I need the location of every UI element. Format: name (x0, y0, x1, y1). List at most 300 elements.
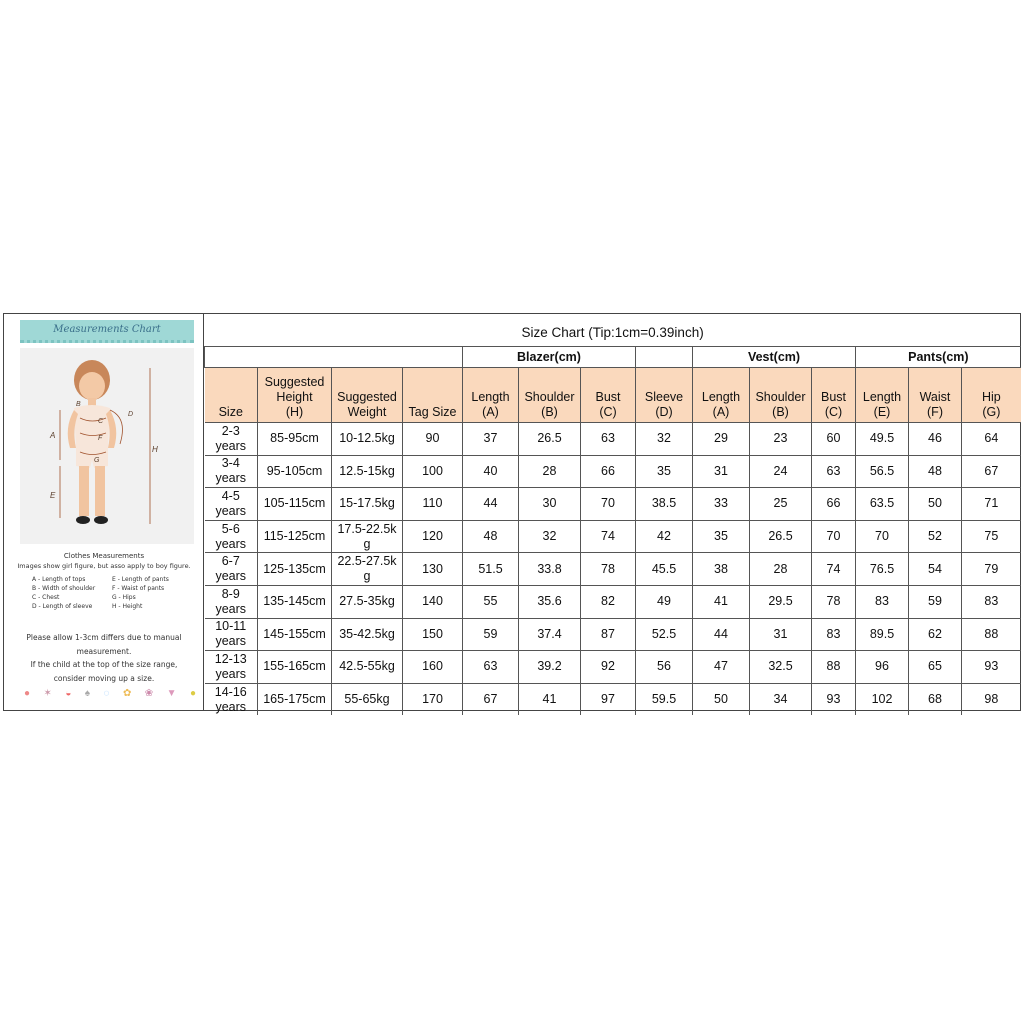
table-row (205, 520, 1021, 553)
cell-text: 120 (422, 529, 443, 544)
cell-text: 79 (984, 561, 999, 576)
cell-text: 46 (928, 431, 942, 446)
column-header (519, 368, 581, 423)
legend-item: C - Chest (32, 594, 60, 601)
cell-text: 51.5 (478, 561, 503, 576)
table-cell (519, 651, 581, 684)
cell-text: 65 (928, 659, 942, 674)
cell-text: 23 (773, 431, 788, 446)
table-cell (750, 423, 812, 456)
table-cell (693, 488, 750, 521)
cell-text: 35-42.5kg (339, 626, 395, 641)
cell-text: 70 (875, 529, 889, 544)
cell-text: 83 (875, 594, 889, 609)
decorative-icons-row (24, 688, 196, 699)
table-cell (258, 488, 332, 521)
table-cell (332, 520, 403, 553)
label-a: A (50, 431, 56, 440)
table-cell (403, 553, 463, 586)
cell-text: 54 (928, 561, 942, 576)
star-icon: ✶ (43, 688, 52, 699)
table-cell (962, 455, 1021, 488)
cell-text: 83 (984, 594, 999, 609)
cell-text: 87 (601, 626, 615, 641)
table-cell (909, 618, 962, 651)
table-cell (856, 488, 909, 521)
table-cell (909, 423, 962, 456)
flower-icon: ❀ (144, 688, 154, 699)
header-text: Size (218, 405, 243, 419)
table-cell (636, 553, 693, 586)
cell-text: 62 (928, 626, 942, 641)
table-cell (909, 455, 962, 488)
cell-text: 8-9 (221, 586, 240, 601)
cell-text: 28 (542, 463, 557, 478)
cell-text: 71 (984, 496, 999, 511)
table-row (205, 455, 1021, 488)
cell-text: 34 (773, 692, 788, 707)
cell-text: 35 (714, 529, 728, 544)
header-text: Bust (820, 390, 846, 404)
header-text: (B) (772, 405, 789, 419)
cell-text: 2-3 (221, 423, 240, 438)
cell-text: years (215, 601, 247, 616)
table-cell (258, 455, 332, 488)
size-cell (205, 618, 258, 651)
cell-text: 47 (714, 659, 728, 674)
table-cell (856, 455, 909, 488)
cell-text: 31 (714, 463, 728, 478)
table-row (205, 423, 1021, 456)
table-cell (332, 553, 403, 586)
table-cell (258, 585, 332, 618)
header-text: Shoulder (524, 390, 575, 404)
cell-text: 33 (714, 496, 728, 511)
cell-text: 32 (542, 529, 557, 544)
cell-text: 74 (826, 561, 841, 576)
header-text: (H) (285, 405, 304, 419)
table-cell (258, 683, 332, 715)
column-header (750, 368, 812, 423)
table-cell (812, 553, 856, 586)
table-row (205, 585, 1021, 618)
column-header (693, 368, 750, 423)
table-cell (693, 455, 750, 488)
table-cell (750, 488, 812, 521)
cell-text: 82 (601, 594, 615, 609)
table-cell (856, 683, 909, 715)
cell-text: 12-13 (214, 651, 247, 666)
table-cell (332, 488, 403, 521)
table-cell (856, 553, 909, 586)
label-b: B (76, 401, 81, 408)
cell-text: 26.5 (537, 431, 562, 446)
table-cell (909, 553, 962, 586)
cell-text: 30 (542, 496, 557, 511)
cell-text: 60 (826, 431, 841, 446)
table-cell (463, 618, 519, 651)
table-cell (519, 683, 581, 715)
cell-text: 89.5 (869, 626, 895, 641)
cell-text: 125-135cm (263, 561, 326, 576)
table-cell (812, 423, 856, 456)
column-header (962, 368, 1021, 423)
table-cell (636, 683, 693, 715)
cell-text: 100 (422, 463, 443, 478)
cell-text: 68 (928, 692, 942, 707)
cell-text: 32 (657, 431, 671, 446)
label-g: G (94, 457, 100, 464)
cell-text: years (215, 569, 247, 584)
cell-text: 29.5 (768, 594, 793, 609)
table-cell (856, 520, 909, 553)
cell-text: 52 (928, 529, 942, 544)
cell-text: 75 (984, 529, 999, 544)
table-cell (403, 585, 463, 618)
allowance-line: Please allow 1-3cm differs due to manual (26, 633, 182, 642)
pear-icon: ● (189, 688, 196, 699)
column-header (856, 368, 909, 423)
balloon-icon: ◌ (103, 688, 110, 699)
table-cell (909, 488, 962, 521)
table-cell (332, 618, 403, 651)
cell-text: 10-11 (215, 619, 247, 634)
table-cell (258, 553, 332, 586)
cell-text: 59 (928, 594, 942, 609)
measurements-panel (4, 314, 204, 710)
table-cell (962, 520, 1021, 553)
table-cell (750, 618, 812, 651)
table-cell (812, 455, 856, 488)
cell-text: 130 (422, 561, 443, 576)
table-cell (258, 651, 332, 684)
cell-text: 102 (871, 692, 893, 707)
cell-text: 22.5-27.5k (337, 554, 397, 569)
legend-item: F - Waist of pants (112, 585, 165, 592)
table-cell (332, 423, 403, 456)
size-cell (205, 651, 258, 684)
table-cell (812, 618, 856, 651)
size-chart-frame (3, 313, 1021, 714)
cell-text: 56 (657, 659, 671, 674)
table-cell (463, 520, 519, 553)
allowance-note (8, 631, 200, 685)
cell-text: years (215, 666, 247, 681)
cell-text: 78 (601, 561, 615, 576)
cell-text: 27.5-35kg (339, 594, 395, 609)
clothes-measurements-subtitle: Images show girl figure, but asso apply to boy figure. (17, 562, 191, 570)
cell-text: 10-12.5kg (339, 431, 395, 446)
column-header (581, 368, 636, 423)
table-cell (636, 455, 693, 488)
cell-text: 155-165cm (263, 659, 326, 674)
table-cell (403, 683, 463, 715)
cell-text: 42.5-55kg (339, 659, 395, 674)
table-cell (403, 520, 463, 553)
cell-text: 140 (422, 594, 443, 609)
column-header-row (205, 368, 1021, 423)
table-cell (463, 651, 519, 684)
cell-text: 31 (773, 626, 788, 641)
cell-text: 24 (773, 463, 788, 478)
table-cell (750, 455, 812, 488)
size-cell (205, 455, 258, 488)
table-cell (962, 683, 1021, 715)
group-blazer: Blazer(cm) (463, 347, 636, 368)
table-cell (693, 651, 750, 684)
table-cell (519, 488, 581, 521)
mushroom-icon: ♠ (84, 688, 91, 699)
header-text: Height (276, 390, 313, 404)
cell-text: years (215, 536, 247, 551)
cell-text: 88 (984, 626, 999, 641)
legend-item: B - Width of shoulder (32, 585, 96, 592)
cell-text: 70 (601, 496, 615, 511)
table-cell (581, 553, 636, 586)
table-cell (636, 651, 693, 684)
table-cell (519, 455, 581, 488)
cell-text: 50 (928, 496, 942, 511)
cell-text: 78 (826, 594, 841, 609)
table-cell (856, 618, 909, 651)
table-cell (693, 520, 750, 553)
table-cell (403, 455, 463, 488)
cell-text: 67 (483, 692, 498, 707)
table-cell (636, 585, 693, 618)
measurement-legend (32, 576, 182, 610)
column-header (463, 368, 519, 423)
table-cell (909, 520, 962, 553)
label-c: C (98, 418, 104, 425)
cell-text: 70 (826, 529, 841, 544)
table-cell (332, 455, 403, 488)
allowance-line: measurement. (76, 646, 132, 656)
table-cell (856, 585, 909, 618)
cell-text: 150 (422, 626, 443, 641)
table-cell (403, 618, 463, 651)
table-cell (750, 585, 812, 618)
table-cell (403, 488, 463, 521)
table-cell (909, 651, 962, 684)
cell-text: 35 (657, 463, 671, 478)
table-cell (750, 520, 812, 553)
table-cell (909, 683, 962, 715)
cell-text: years (215, 471, 247, 486)
table-cell (258, 423, 332, 456)
size-cell (205, 423, 258, 456)
cell-text: 3-4 (221, 456, 240, 471)
group-vest: Vest(cm) (693, 347, 856, 368)
cell-text: years (215, 438, 247, 453)
cell-text: 59.5 (651, 692, 677, 707)
table-row (205, 553, 1021, 586)
table-cell (812, 651, 856, 684)
cell-text: 56.5 (869, 463, 895, 478)
cell-text: 35.6 (537, 594, 562, 609)
cell-text: 93 (984, 659, 999, 674)
table-cell (519, 553, 581, 586)
cell-text: 42 (657, 529, 671, 544)
table-cell (693, 618, 750, 651)
cell-text: 135-145cm (263, 594, 326, 609)
table-cell (519, 520, 581, 553)
watermelon-icon: ◒ (65, 688, 72, 699)
cell-text: 63.5 (869, 496, 895, 511)
cell-text: 37 (483, 431, 498, 446)
cell-text: 37.4 (537, 626, 562, 641)
cell-text: 63 (601, 431, 615, 446)
cell-text: 165-175cm (263, 692, 326, 707)
table-cell (812, 585, 856, 618)
size-cell (205, 488, 258, 521)
table-cell (750, 683, 812, 715)
table-cell (519, 618, 581, 651)
cell-text: 98 (984, 692, 999, 707)
label-f: F (98, 435, 103, 442)
clothes-measurements-title: Clothes Measurements (63, 552, 145, 560)
header-text: (D) (655, 405, 673, 419)
table-cell (463, 585, 519, 618)
header-text: Waist (919, 390, 951, 404)
cell-text: 12.5-15kg (339, 463, 395, 478)
child-figure-icon (20, 348, 194, 544)
header-text: (E) (873, 405, 891, 419)
header-text: Shoulder (755, 390, 806, 404)
header-text: (B) (541, 405, 558, 419)
table-cell (636, 520, 693, 553)
cell-text: 66 (601, 463, 615, 478)
header-text: (G) (982, 405, 1001, 419)
cell-text: 38.5 (651, 496, 677, 511)
size-chart-table (204, 314, 1021, 715)
table-cell (463, 683, 519, 715)
cell-text: 40 (483, 463, 498, 478)
table-cell (258, 618, 332, 651)
allowance-line: If the child at the top of the size range, (30, 660, 178, 669)
column-header (909, 368, 962, 423)
bee-icon: ✿ (122, 688, 132, 699)
table-cell (581, 618, 636, 651)
cell-text: 26.5 (768, 529, 793, 544)
table-row (205, 651, 1021, 684)
cell-text: 41 (714, 594, 728, 609)
cell-text: years (215, 699, 247, 714)
legend-item: D - Length of sleeve (32, 603, 93, 610)
table-cell (463, 455, 519, 488)
table-cell (856, 423, 909, 456)
cell-text: g (363, 569, 371, 584)
cell-text: years (215, 634, 247, 649)
table-cell (750, 651, 812, 684)
table-cell (962, 585, 1021, 618)
cell-text: 88 (826, 659, 841, 674)
column-header (403, 368, 463, 423)
label-e: E (50, 491, 56, 500)
cell-text: 14-16 (214, 684, 247, 699)
table-row (205, 488, 1021, 521)
cell-text: 25 (773, 496, 788, 511)
cell-text: 95-105cm (266, 463, 323, 478)
table-cell (403, 423, 463, 456)
table-cell (636, 618, 693, 651)
group-header-row (205, 347, 1021, 368)
legend-item: A - Length of tops (32, 576, 86, 583)
table-row (205, 683, 1021, 715)
cell-text: 5-6 (221, 521, 240, 536)
header-text: (C) (599, 405, 617, 419)
header-text: Hip (981, 390, 1001, 404)
table-cell (463, 553, 519, 586)
table-cell (693, 585, 750, 618)
cell-text: 15-17.5kg (339, 496, 395, 511)
size-cell (205, 520, 258, 553)
table-cell (962, 423, 1021, 456)
cell-text: 170 (422, 692, 443, 707)
column-header (332, 368, 403, 423)
label-d: D (128, 411, 134, 418)
cell-text: 29 (714, 431, 728, 446)
column-header (258, 368, 332, 423)
apple-icon: ● (24, 688, 31, 699)
cell-text: 85-95cm (270, 431, 319, 446)
cell-text: 55-65kg (344, 692, 390, 707)
cell-text: 160 (422, 659, 443, 674)
cell-text: 115-125cm (263, 529, 326, 544)
table-row (205, 618, 1021, 651)
table-cell (693, 683, 750, 715)
legend-item: G - Hips (112, 594, 136, 601)
header-text: Tag Size (408, 405, 457, 419)
child-figure-illustration (20, 348, 194, 544)
table-cell (332, 651, 403, 684)
cell-text: 67 (984, 463, 999, 478)
size-chart (204, 314, 1020, 714)
table-cell (581, 520, 636, 553)
cell-text: 4-5 (221, 488, 240, 503)
cell-text: 97 (601, 692, 615, 707)
table-cell (581, 423, 636, 456)
column-header (205, 368, 258, 423)
table-cell (519, 585, 581, 618)
cell-text: 45.5 (651, 561, 677, 576)
cell-text: years (215, 503, 247, 518)
cell-text: 48 (928, 463, 942, 478)
legend-item: H - Height (112, 603, 143, 610)
cell-text: 32.5 (768, 659, 793, 674)
cell-text: 74 (601, 529, 615, 544)
table-cell (332, 683, 403, 715)
table-cell (463, 488, 519, 521)
cell-text: 64 (984, 431, 999, 446)
table-cell (812, 683, 856, 715)
table-cell (636, 488, 693, 521)
table-cell (636, 423, 693, 456)
table-cell (962, 553, 1021, 586)
cell-text: 92 (601, 659, 615, 674)
table-cell (962, 488, 1021, 521)
header-text: Suggested (337, 390, 397, 404)
table-cell (581, 683, 636, 715)
table-cell (693, 553, 750, 586)
cell-text: 39.2 (537, 659, 562, 674)
table-cell (856, 651, 909, 684)
cell-text: 96 (875, 659, 889, 674)
header-text: Length (471, 390, 510, 404)
size-cell (205, 553, 258, 586)
cell-text: 41 (542, 692, 557, 707)
cell-text: 44 (714, 626, 728, 641)
label-h: H (152, 445, 158, 454)
